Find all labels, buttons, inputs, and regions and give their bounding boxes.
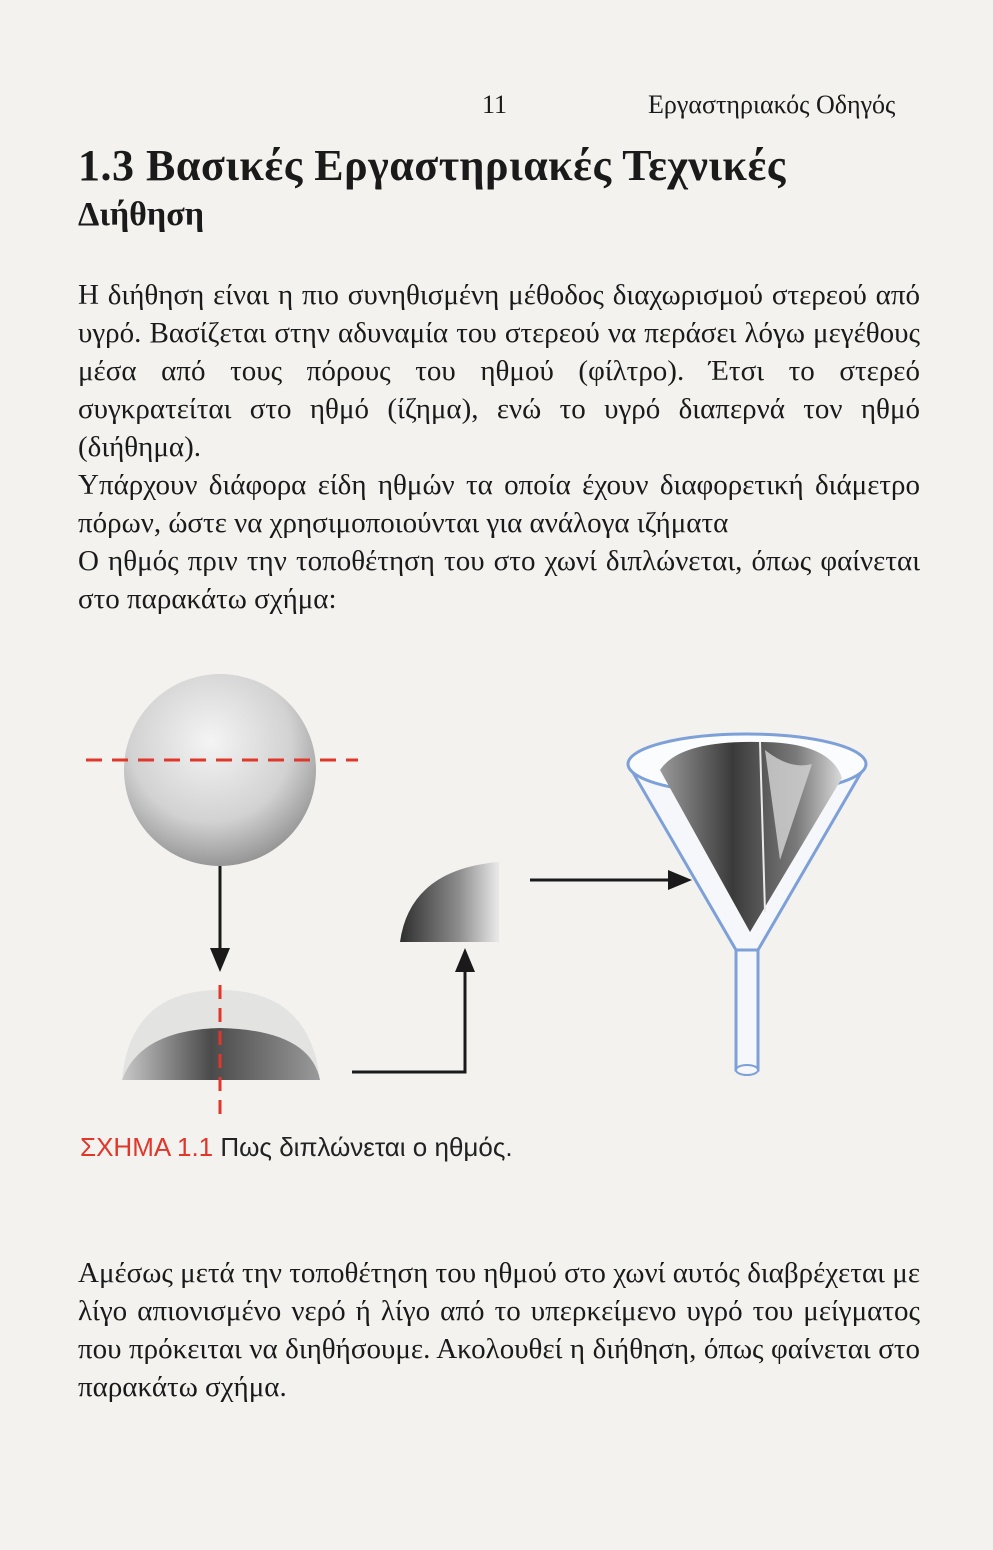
filter-disc [124,674,316,866]
paragraph-definition: Η διήθηση είναι η πιο συνηθισμένη μέθοδος διαχωρισμού στερεού από υγρό. Βασίζεται στην αδυναμία του στερεού να περάσει λόγω μεγέθους μέσα από τους πόρους του ηθμού (φίλτρο). Έτσι το στερεό συγκρατείται στο ηθμό (ίζημα), ενώ το υγρό διαπερνά τον ηθμό (διήθημα). [78,279,920,463]
paragraph-folding: Ο ηθμός πριν την τοποθέτηση του στο χωνί διπλώνεται, όπως φαίνεται στο παρακάτω σχήμα: [78,545,920,615]
arrow-up-elbow-icon [352,948,475,1072]
figure-caption-text: Πως διπλώνεται ο ηθμός. [220,1132,513,1162]
figure-caption-label: ΣΧΗΜΑ 1.1 [80,1132,214,1162]
arrow-down-icon [210,866,230,972]
figure-caption [80,1132,513,1163]
arrow-right-icon [530,870,692,890]
page-number: 11 [482,90,508,119]
running-header: Εργαστηριακός Οδηγός [648,90,896,119]
section-title: 1.3 Βασικές Εργαστηριακές Τεχνικές [78,141,786,190]
filter-quarter-fold [400,862,498,942]
paragraph-filter-types: Υπάρχουν διάφορα είδη ηθμών τα οποία έχουν διαφορετική διάμετρο πόρων, ώστε να χρησιμοποιούνται για ανάλογα ιζήματα [78,469,920,539]
filter-folding-figure [60,660,960,1140]
paragraph-wetting: Αμέσως μετά την τοποθέτηση του ηθμού στο χωνί αυτός διαβρέχεται με λίγο απιονισμένο νερό ή λίγο από το υπερκείμενο υγρό του μείγματος που πρόκειται να διηθήσουμε. Ακολουθεί η διήθηση, όπως φαίνεται στο παρακάτω σχήμα. [78,1257,920,1403]
subsection-title: Διήθηση [78,196,205,233]
funnel-with-filter [628,734,866,1075]
